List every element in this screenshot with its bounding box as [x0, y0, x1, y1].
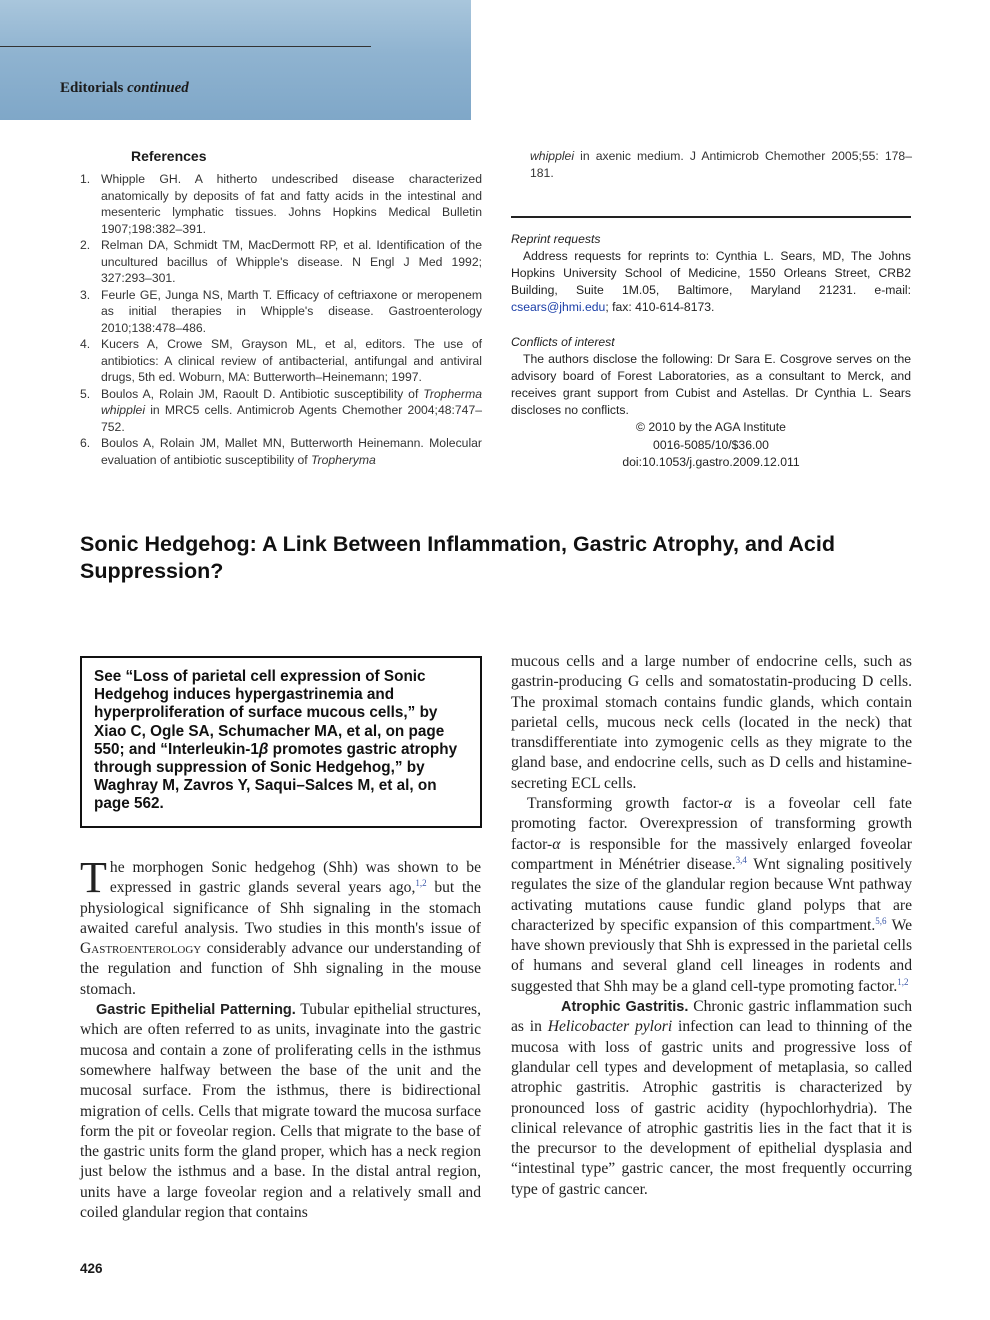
reference-item: 6. Boulos A, Rolain JM, Mallet MN, Butterworth Heinemann. Molecular evaluation of antibiotic susceptibility of Tropheryma: [80, 436, 482, 467]
doi-line: doi:10.1053/j.gastro.2009.12.011: [622, 455, 800, 469]
patterning-paragraph: Gastric Epithelial Patterning. Tubular epithelial structures, which are often referred to as units, invaginate into the gastric mucosa and contain a zone of proliferating cells in the isthmus somewhere halfway between the base of the unit and the mucosal surface. From the isthmus, there is bidirectional migration of cells. Cells that migrate toward the mucosa surface form the pit or foveolar region. Cells that migrate to the base of the gastric units form the gland proper, which has a neck region just below the isthmus and a base. In the distal antral region, units have a large foveolar region and a relatively small and coiled glandular region that contains: [80, 1001, 481, 1222]
reference-item: 4. Kucers A, Crowe SM, Grayson ML, et al, editors. The use of antibiotics: A clinical review of antibacterial, antifungal and antiviral drugs, 5th ed. Woburn, MA: Butterworth–Heinemann; 1997.: [80, 337, 482, 384]
body-paragraph: Transforming growth factor-α is a foveolar cell fate promoting factor. Overexpression of transforming growth factor-α is responsible for the massively enlarged foveolar compartment in Ménétrier disease.$^{3,4}$ Wnt signaling positively regulates the size of the glandular region because Wnt pathway activating mutations cause fundic gland polyps that are characterized by specific expansion of this compartment.$^{5,6}$ We have shown previously that Shh is expressed in the parietal cells of humans and several gland cell lineages in rodents and suggested that Shh may be a gland cell-type promoting factor.$^{1,2}$: [511, 795, 913, 995]
see-also-box: See “Loss of parietal cell expression of Sonic Hedgehog induces hypergastrinemia and hyperproliferation of surface mucous cells,” by Xiao C, Ogle SA, Schumacher MA, et al, on page 550; and “Interleukin-1β promotes gastric atrophy through suppression of Sonic Hedgehog,” by Waghray M, Zavros Y, Saqui–Salces M, et al, on page 562.: [80, 656, 482, 828]
section-continued: continued: [127, 80, 189, 96]
reference-item: 3. Feurle GE, Junga NS, Marth T. Efficacy of ceftriaxone or meropenem as initial therapies in Whipple's disease. Gastroenterology 2010;138:478–486.: [80, 287, 482, 335]
conflicts-label: Conflicts of interest: [511, 335, 615, 349]
atrophic-paragraph: Atrophic Gastritis. Chronic gastric inflammation such as in Helicobacter pylori infection can lead to thinning of the mucosa with loss of gastric units and progressive loss of glandular cell types and development of metaplasia, so called atrophic gastritis. Atrophic gastritis is characterized by pronounced loss of gastric acidity (hypochlorhydria). The clinical relevance of atrophic gastritis lies in the fact that it is the precursor to the development of epithelial dysplasia and “intestinal type” gastric cancer, the most frequently occurring type of gastric cancer.: [511, 998, 913, 1198]
right-column: [511, 652, 912, 1200]
reprint-requests: [511, 231, 911, 316]
section-header: [60, 80, 189, 97]
reprint-text: Address requests for reprints to: Cynthia L. Sears, MD, The Johns Hopkins University School of Medicine, 1550 Orleans Street, CRB2 Building, Suite 1M.05, Baltimore, Maryland 21231. e-mail: csears@jhmi.edu; fax: 410-614-8173.: [511, 249, 911, 314]
issn-line: 0016-5085/10/$36.00: [653, 437, 769, 452]
section-name: Editorials: [60, 80, 124, 96]
intro-paragraph: The morphogen Sonic hedgehog (Shh) was shown to be expressed in gastric glands several years ago,$^{1,2}$ but the physiological significance of Shh signaling in the stomach awaited careful analysis. Two studies in this month's issue of Gastroenterology considerably advance our understanding of the regulation and function of Shh signaling in the mouse stomach.: [80, 853, 481, 998]
section-divider: [511, 216, 911, 218]
subsection-heading: Gastric Epithelial Patterning.: [96, 1002, 296, 1019]
references-heading: References: [131, 148, 207, 164]
drop-cap: T: [80, 853, 107, 902]
left-column: [80, 853, 481, 1223]
copyright-block: [511, 419, 911, 472]
email-link[interactable]: csears@jhmi.edu: [511, 300, 606, 314]
page-number: 426: [80, 1261, 103, 1276]
reference-item: 5. Boulos A, Rolain JM, Raoult D. Antibiotic susceptibility of Tropherma whipplei in MRC5 cells. Antimicrob Agents Chemother 2004;48:747–752.: [80, 386, 482, 434]
header-rule: [0, 46, 371, 47]
article-title: Sonic Hedgehog: A Link Between Inflammation, Gastric Atrophy, and Acid Suppression?: [80, 532, 835, 583]
copyright-line: © 2010 by the AGA Institute: [636, 420, 786, 434]
conflicts-of-interest: [511, 334, 911, 419]
body-paragraph: mucous cells and a large number of endocrine cells, such as gastrin-producing G cells and somatostatin-producing D cells. The proximal stomach contains fundic glands, which contain parietal cells, mucous neck cells (located in the neck) that transdifferentiate into zymogenic cells as they migrate to the gland base, and endocrine cells, such as D cells and histamine-secreting ECL cells.: [511, 653, 912, 792]
reference-item: 1. Whipple GH. A hitherto undescribed disease characterized anatomically by deposits of fat and fatty acids in the intestinal and mesenteric lymphatic tissues. Johns Hopkins Medical Bulletin 1907;198:382–391.: [80, 172, 482, 236]
reference-continuation: whipplei in axenic medium. J Antimicrob Chemother 2005;55: 178–181.: [530, 149, 912, 180]
reference-item: 2. Relman DA, Schmidt TM, MacDermott RP, et al. Identification of the uncultured bacillus of Whipple's disease. N Engl J Med 1992; 327:293–301.: [80, 238, 482, 285]
header-band: [0, 0, 471, 120]
references-list: [80, 171, 482, 468]
subsection-heading: Atrophic Gastritis.: [561, 999, 689, 1016]
conflicts-text: The authors disclose the following: Dr Sara E. Cosgrove serves on the advisory board of Forest Laboratories, as a consultant to Merck, and receives grant support from Cubist and Astellas. Dr Cynthia L. Sears discloses no conflicts.: [511, 352, 911, 417]
reprint-label: Reprint requests: [511, 232, 601, 246]
